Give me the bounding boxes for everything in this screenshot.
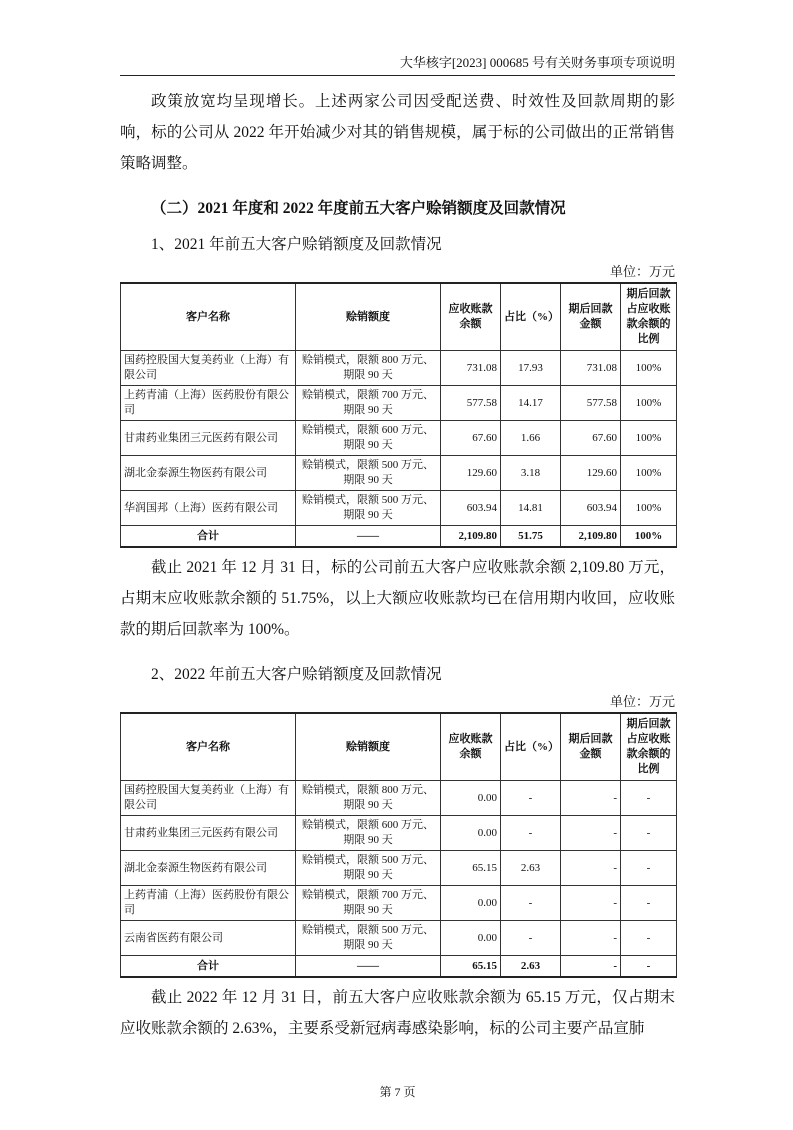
table-cell: - [501, 781, 561, 816]
table-cell: 赊销模式，限额 800 万元、期限 90 天 [296, 781, 441, 816]
header-row [121, 283, 677, 351]
document-page [120, 0, 675, 1130]
column-header: 客户名称 [121, 713, 296, 781]
table-cell: 577.58 [561, 386, 621, 421]
section-heading: （二）2021 年度和 2022 年度前五大客户赊销额度及回款情况 [151, 200, 566, 217]
table-cell: 国药控股国大复美药业（上海）有限公司 [121, 351, 296, 386]
table-row [121, 886, 677, 921]
column-header: 赊销额度 [296, 713, 441, 781]
table-cell: - [561, 781, 621, 816]
table-cell: - [621, 816, 677, 851]
table-cell: - [501, 886, 561, 921]
table-cell: - [501, 816, 561, 851]
total-cell: 2,109.80 [561, 526, 621, 548]
table-row [121, 851, 677, 886]
table-cell: 0.00 [441, 921, 501, 956]
column-header: 期后回款金额 [561, 713, 621, 781]
table-cell: 湖北金泰源生物医药有限公司 [121, 851, 296, 886]
total-cell: —— [296, 956, 441, 978]
table-cell: 67.60 [561, 421, 621, 456]
page-header: 大华核字[2023] 000685 号有关财务事项专项说明 [120, 54, 675, 76]
header-row [121, 713, 677, 781]
column-header: 期后回款金额 [561, 283, 621, 351]
table-cell: 603.94 [561, 491, 621, 526]
total-cell: - [561, 956, 621, 978]
table1-title: 1、2021 年前五大客户赊销额度及回款情况 [151, 236, 442, 253]
column-header: 期后回款占应收账款余额的比例 [621, 283, 677, 351]
table-row [121, 816, 677, 851]
table-row [121, 456, 677, 491]
table-cell: 0.00 [441, 886, 501, 921]
table-row [121, 421, 677, 456]
total-cell: —— [296, 526, 441, 548]
table-cell: 731.08 [561, 351, 621, 386]
column-header: 占比（%） [501, 713, 561, 781]
table-cell: 赊销模式，限额 600 万元、期限 90 天 [296, 421, 441, 456]
table-cell: - [501, 921, 561, 956]
table2-title: 2、2022 年前五大客户赊销额度及回款情况 [151, 666, 442, 683]
table-cell: 2.63 [501, 851, 561, 886]
column-header: 赊销额度 [296, 283, 441, 351]
column-header: 应收账款余额 [441, 283, 501, 351]
table-cell: 100% [621, 456, 677, 491]
table-2022-top5-customers [120, 712, 677, 978]
column-header: 应收账款余额 [441, 713, 501, 781]
table-cell: - [621, 886, 677, 921]
table-cell: 上药青浦（上海）医药股份有限公司 [121, 886, 296, 921]
table-row [121, 491, 677, 526]
table-cell: 甘肃药业集团三元医药有限公司 [121, 421, 296, 456]
table-cell: 0.00 [441, 816, 501, 851]
total-cell: 100% [621, 526, 677, 548]
intro-paragraph: 政策放宽均呈现增长。上述两家公司因受配送费、时效性及回款周期的影响，标的公司从 2022 年开始减少对其的销售规模，属于标的公司做出的正常销售策略调整。 [120, 93, 675, 172]
table-cell: 湖北金泰源生物医药有限公司 [121, 456, 296, 491]
table-cell: 100% [621, 351, 677, 386]
table-cell: - [621, 851, 677, 886]
table-cell: 赊销模式，限额 500 万元、期限 90 天 [296, 851, 441, 886]
total-row [121, 526, 677, 548]
table-cell: 赊销模式，限额 600 万元、期限 90 天 [296, 816, 441, 851]
table-row [121, 781, 677, 816]
table-cell: 14.81 [501, 491, 561, 526]
table-cell: 甘肃药业集团三元医药有限公司 [121, 816, 296, 851]
table-cell: 14.17 [501, 386, 561, 421]
table-cell: 731.08 [441, 351, 501, 386]
table-cell: 129.60 [441, 456, 501, 491]
table-cell: 65.15 [441, 851, 501, 886]
table-cell: - [561, 921, 621, 956]
column-header: 期后回款占应收账款余额的比例 [621, 713, 677, 781]
table-cell: 3.18 [501, 456, 561, 491]
table-cell: 赊销模式，限额 800 万元、期限 90 天 [296, 351, 441, 386]
table-cell: 100% [621, 421, 677, 456]
table1-unit: 单位：万元 [609, 264, 675, 279]
table-row [121, 351, 677, 386]
table-cell: - [561, 816, 621, 851]
total-row [121, 956, 677, 978]
paragraph-2022-summary: 截止 2022 年 12 月 31 日，前五大客户应收账款余额为 65.15 万元，仅占期末应收账款余额的 2.63%，主要系受新冠病毒感染影响，标的公司主要产品宣肺 [120, 989, 675, 1037]
table-cell: 1.66 [501, 421, 561, 456]
table-cell: 129.60 [561, 456, 621, 491]
total-cell: 合计 [121, 526, 296, 548]
table-cell: 17.93 [501, 351, 561, 386]
total-cell: - [621, 956, 677, 978]
table-cell: 603.94 [441, 491, 501, 526]
table-cell: 云南省医药有限公司 [121, 921, 296, 956]
paragraph-2021-summary: 截止 2021 年 12 月 31 日，标的公司前五大客户应收账款余额 2,109.80 万元，占期末应收账款余额的 51.75%，以上大额应收账款均已在信用期内收回，应收账款的期后回款率为 100%。 [120, 559, 675, 638]
table-cell: 100% [621, 386, 677, 421]
table-cell: 华润国邦（上海）医药有限公司 [121, 491, 296, 526]
table-cell: 赊销模式，限额 500 万元、期限 90 天 [296, 491, 441, 526]
total-cell: 2,109.80 [441, 526, 501, 548]
table-cell: - [561, 886, 621, 921]
table-cell: 赊销模式，限额 700 万元、期限 90 天 [296, 386, 441, 421]
total-cell: 65.15 [441, 956, 501, 978]
total-cell: 2.63 [501, 956, 561, 978]
table-cell: - [561, 851, 621, 886]
table-cell: 赊销模式，限额 700 万元、期限 90 天 [296, 886, 441, 921]
column-header: 占比（%） [501, 283, 561, 351]
table-2021-top5-customers [120, 282, 677, 548]
table-cell: 上药青浦（上海）医药股份有限公司 [121, 386, 296, 421]
page-number: 第 7 页 [379, 1085, 416, 1099]
table-cell: 100% [621, 491, 677, 526]
column-header: 客户名称 [121, 283, 296, 351]
table-cell: - [621, 781, 677, 816]
table-cell: 国药控股国大复美药业（上海）有限公司 [121, 781, 296, 816]
table-cell: 0.00 [441, 781, 501, 816]
table-cell: 577.58 [441, 386, 501, 421]
total-cell: 合计 [121, 956, 296, 978]
table-cell: 赊销模式，限额 500 万元、期限 90 天 [296, 921, 441, 956]
table-row [121, 921, 677, 956]
table-cell: 67.60 [441, 421, 501, 456]
table-row [121, 386, 677, 421]
total-cell: 51.75 [501, 526, 561, 548]
table-cell: 赊销模式，限额 500 万元、期限 90 天 [296, 456, 441, 491]
table2-unit: 单位：万元 [609, 694, 675, 709]
table-cell: - [621, 921, 677, 956]
